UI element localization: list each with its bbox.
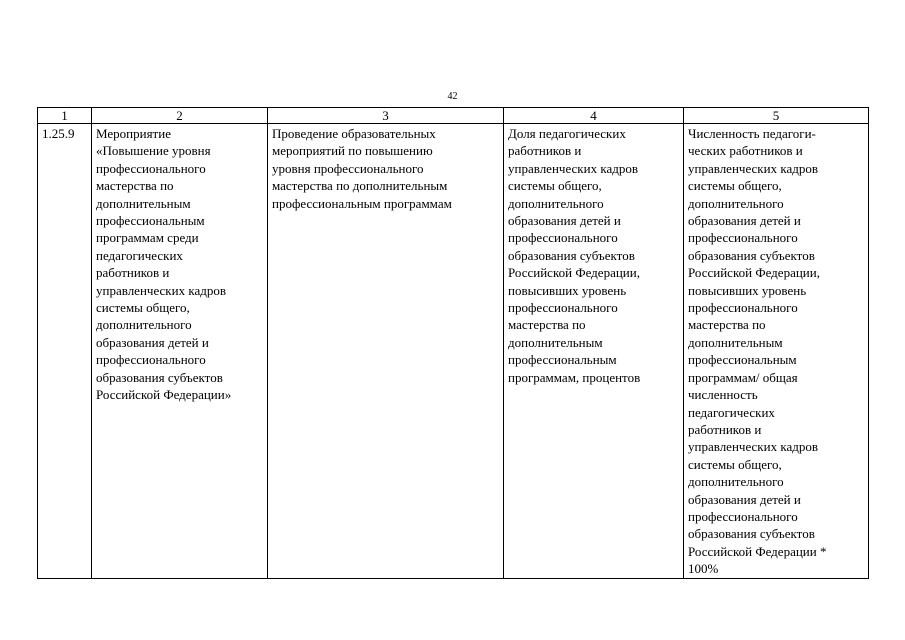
- indicator-name: Доля педагогических работников и управленческих кадров системы общего, дополнительного образования детей и профессионального образования субъектов Российской Федерации, повысивших уровень профессионального мастерства по дополнительным профессиональным программам, процентов: [508, 126, 641, 385]
- header-col-4: 4: [504, 108, 684, 124]
- indicator-formula: Численность педагоги- ческих работников и управленческих кадров системы общего, дополнительного образования детей и профессионального образования субъектов Российской Федерации, повысивших уровень профессионального мастерства по дополнительным профессиональным программам/ общая численность педагогических работников и управленческих кадров системы общего, дополнительного образования детей и профессионального образования субъектов Российской Федерации * 100%: [688, 126, 827, 577]
- cell-event-description: [268, 124, 504, 579]
- table-body: [38, 124, 869, 579]
- cell-item-number: [38, 124, 92, 579]
- header-col-2: 2: [92, 108, 268, 124]
- event-name: Мероприятие «Повышение уровня профессионального мастерства по дополнительным профессиональным программам среди педагогических работников и управленческих кадров системы общего, дополнительного образования детей и профессионального образования субъектов Российской Федерации»: [96, 126, 232, 403]
- item-number: 1.25.9: [42, 126, 75, 141]
- header-col-3: 3: [268, 108, 504, 124]
- cell-indicator: [504, 124, 684, 579]
- page-number: 42: [447, 91, 458, 102]
- header-col-5: 5: [684, 108, 869, 124]
- cell-event-name: [92, 124, 268, 579]
- table-header: [38, 108, 869, 124]
- table-row: [38, 124, 869, 579]
- event-description: Проведение образовательных мероприятий по повышению уровня профессионального мастерства по дополнительным профессиональным программам: [272, 126, 452, 211]
- header-col-1: 1: [38, 108, 92, 124]
- cell-formula: [684, 124, 869, 579]
- document-table: [37, 107, 869, 579]
- header-row: [38, 108, 869, 124]
